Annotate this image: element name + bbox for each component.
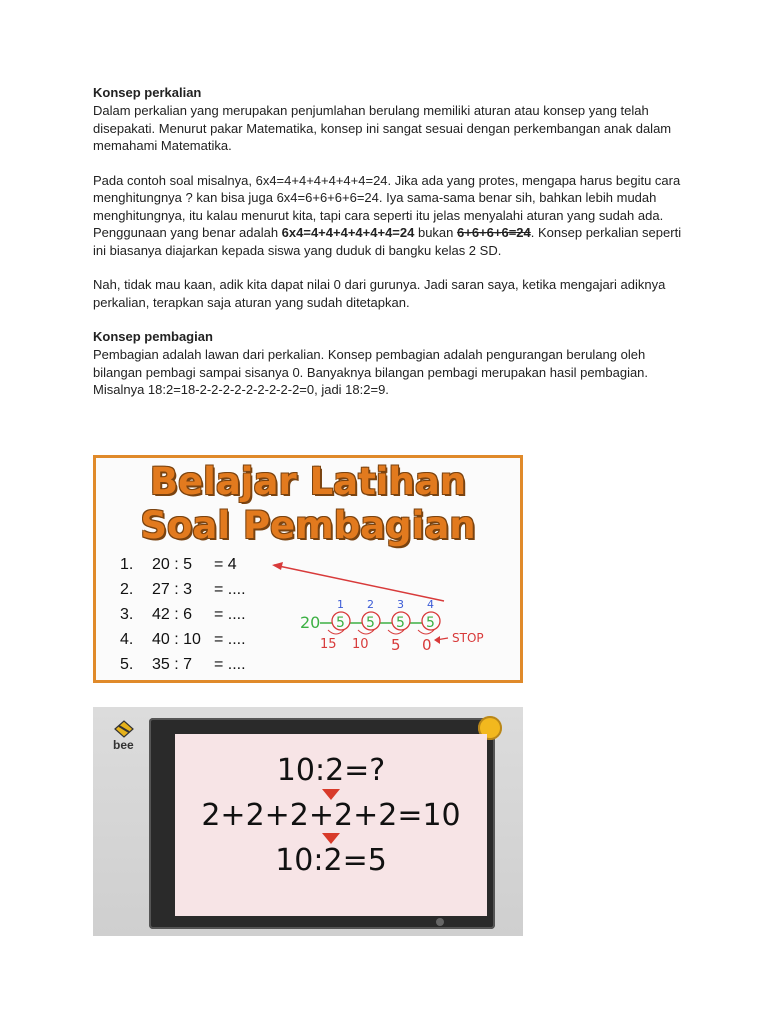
figure-title-line2: Soal Pembagian — [140, 504, 476, 547]
figure-title-line1: Belajar Latihan — [149, 460, 467, 503]
hand-circled-number: 5 — [366, 615, 375, 631]
hand-count: 4 — [427, 598, 434, 611]
bee-logo-icon — [113, 719, 135, 739]
heading-pembagian: Konsep pembagian — [93, 329, 213, 344]
figure-latihan-pembagian — [93, 455, 523, 683]
hand-stop-arrowhead — [434, 636, 440, 644]
heading-perkalian: Konsep perkalian — [93, 85, 202, 100]
hand-remainder: 15 — [320, 637, 337, 652]
exercise-answer: = .... — [214, 606, 246, 623]
exercise-question: 42 : 6 — [152, 606, 193, 623]
hand-count: 2 — [367, 598, 374, 611]
example-bukan: bukan — [414, 225, 458, 240]
figure-pembagian-video — [93, 707, 523, 936]
equation-question: 10:2=? — [276, 753, 386, 788]
exercise-answer: = .... — [214, 656, 246, 673]
exercise-question: 40 : 10 — [152, 631, 201, 648]
annotation-arrow-head — [272, 562, 283, 570]
hand-remainder: 5 — [391, 636, 401, 654]
power-button-icon — [436, 918, 444, 926]
paragraph-perkalian-advice: Nah, tidak mau kaan, adik kita dapat nilai 0 dari gurunya. Jadi saran saya, ketika mengajari adiknya perkalian, terapkan saja aturan yang sudah ditetapkan. — [93, 277, 666, 310]
hand-count: 3 — [397, 598, 404, 611]
hand-remainder: 0 — [422, 636, 432, 654]
paragraph-perkalian-example — [93, 172, 683, 260]
exercise-number: 1. — [120, 556, 134, 573]
exercise-question: 27 : 3 — [152, 581, 193, 598]
exercise-number: 2. — [120, 581, 134, 598]
annotation-arrow-line — [274, 565, 444, 601]
bee-logo-text: bee — [113, 738, 134, 752]
exercise-number: 5. — [120, 656, 134, 673]
hand-start-number: 20 — [300, 613, 321, 632]
exercise-answer: = .... — [214, 581, 246, 598]
hand-count: 1 — [337, 598, 344, 611]
example-text: Pada contoh soal misalnya, 6x4=4+4+4+4+4+4=24. Jika ada yang protes, mengapa harus begitu cara menghitungnya ? kan bisa juga 6x4=6+6+6+6=24. Iya sama-sama benar sih, bahkan lebih mudah menghitungnya, itu kalau menurut kita, tapi cara seperti itu jelas menyalahi aturan yang sudah ada. Penggunaan yang benar adalah — [93, 172, 681, 240]
exercise-number: 3. — [120, 606, 134, 623]
exercise-answer: = .... — [214, 631, 246, 648]
hand-remainder: 10 — [352, 637, 369, 652]
article-body — [93, 84, 683, 399]
exercise-question: 20 : 5 — [152, 556, 193, 573]
paragraph-perkalian-intro: Dalam perkalian yang merupakan penjumlahan berulang memiliki aturan atau konsep yang telah disepakati. Menurut pakar Matematika, konsep ini sangat sesuai dengan perkembangan anak dalam memahami Matematika. — [93, 103, 672, 153]
hand-circled-number: 5 — [426, 615, 435, 631]
hand-circled-number: 5 — [336, 615, 345, 631]
equation-repeated-addition: 2+2+2+2+2=10 — [201, 798, 461, 833]
exercise-answer: = 4 — [214, 556, 237, 573]
example-end: . Konsep perkalian seperti ini biasanya diajarkan kepada siswa yang duduk di bangku kelas 2 SD. — [93, 225, 682, 258]
hand-stop-text: STOP — [452, 631, 484, 645]
paragraph-pembagian: Pembagian adalah lawan dari perkalian. Konsep pembagian adalah pengurangan berulang oleh bilangan pembagi sampai sisanya 0. Banyaknya bilangan pembagi merupakan hasil pembagian. Misalnya 18:2=18-2-2-2-2-2-2-2-2-2=0, jadi 18:2=9. — [93, 347, 649, 397]
wrong-formula: 6+6+6+6=24 — [457, 225, 531, 240]
correct-formula: 6x4=4+4+4+4+4+4=24 — [281, 225, 415, 240]
equation-answer: 10:2=5 — [275, 843, 387, 878]
exercise-number: 4. — [120, 631, 134, 648]
exercise-question: 35 : 7 — [152, 656, 193, 673]
hand-circled-number: 5 — [396, 615, 405, 631]
handwritten-annotation — [96, 458, 520, 680]
